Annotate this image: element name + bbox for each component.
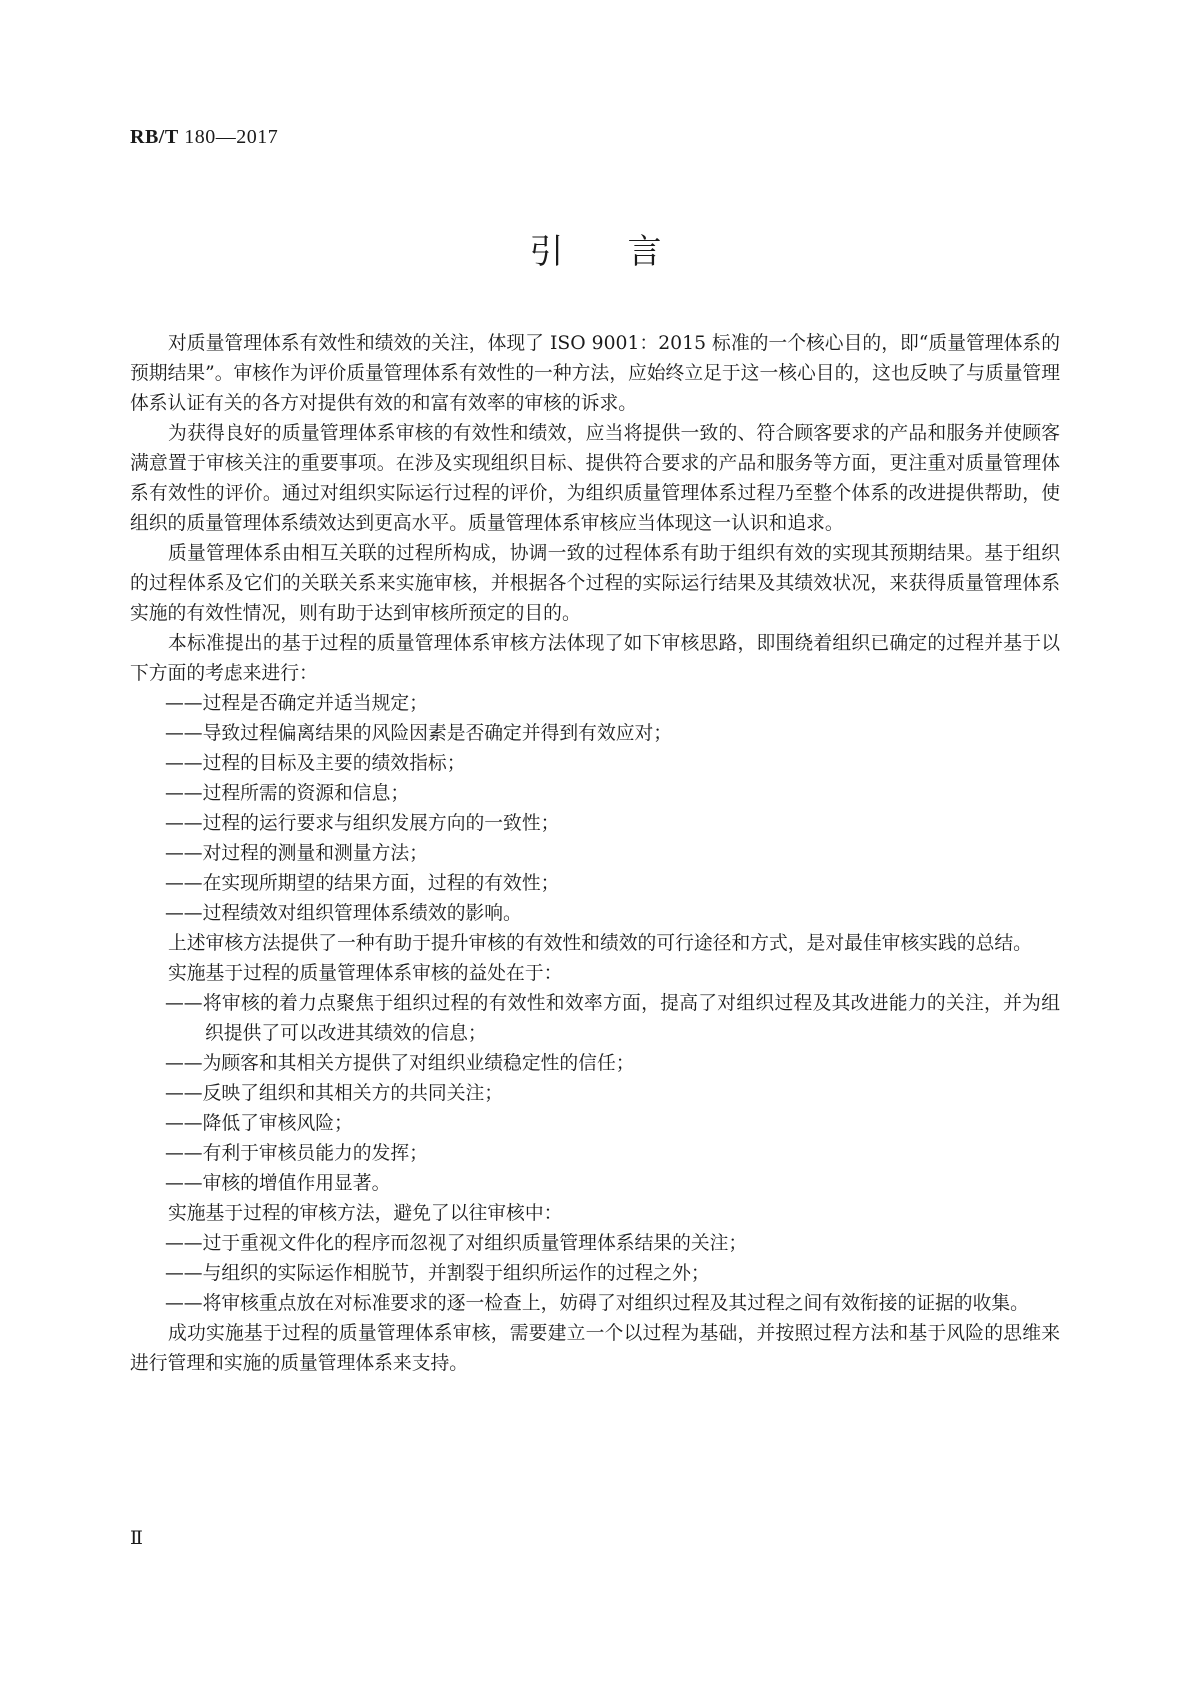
list-item: ——将审核重点放在对标准要求的逐一检查上，妨碍了对组织过程及其过程之间有效衔接的证据的收集。	[165, 1293, 1029, 1314]
list-item: ——过于重视文件化的程序而忽视了对组织质量管理体系结果的关注；	[165, 1233, 748, 1254]
paragraph-4: 本标准提出的基于过程的质量管理体系审核方法体现了如下审核思路，即围绕着组织已确定的过程并基于以下方面的考虑来进行：	[130, 633, 1060, 684]
list-item: ——有利于审核员能力的发挥；	[165, 1143, 428, 1164]
list-item: ——对过程的测量和测量方法；	[165, 843, 428, 864]
paragraph-5: 上述审核方法提供了一种有助于提升审核的有效性和绩效的可行途径和方式，是对最佳审核实践的总结。	[168, 933, 1032, 954]
page-title: 引言	[529, 232, 726, 272]
paragraph-1: 对质量管理体系有效性和绩效的关注，体现了 ISO 9001：2015 标准的一个核心目的，即“质量管理体系的预期结果”。审核作为评价质量管理体系有效性的一种方法，应始终立足于这一核心目的，这也反映了与质量管理体系认证有关的各方对提供有效的和富有效率的审核的诉求。	[130, 333, 1060, 414]
page-number: Ⅱ	[130, 1528, 143, 1549]
list-item: ——降低了审核风险；	[165, 1113, 353, 1134]
paragraph-6: 实施基于过程的质量管理体系审核的益处在于：	[168, 963, 563, 984]
list-item: ——审核的增值作用显著。	[165, 1173, 391, 1194]
paragraph-8: 成功实施基于过程的质量管理体系审核，需要建立一个以过程为基础，并按照过程方法和基于风险的思维来进行管理和实施的质量管理体系来支持。	[130, 1323, 1060, 1374]
list-item: ——过程是否确定并适当规定；	[165, 693, 428, 714]
list-item: ——过程的运行要求与组织发展方向的一致性；	[165, 813, 560, 834]
standard-number	[130, 126, 278, 149]
standard-code: 180—2017	[184, 126, 279, 148]
paragraph-3: 质量管理体系由相互关联的过程所构成，协调一致的过程体系有助于组织有效的实现其预期结果。基于组织的过程体系及它们的关联关系来实施审核，并根据各个过程的实际运行结果及其绩效状况，来获得质量管理体系实施的有效性情况，则有助于达到审核所预定的目的。	[130, 543, 1060, 624]
list-item: ——过程所需的资源和信息；	[165, 783, 410, 804]
list-item: ——过程的目标及主要的绩效指标；	[165, 753, 466, 774]
list-item: ——将审核的着力点聚焦于组织过程的有效性和效率方面，提高了对组织过程及其改进能力的关注，并为组织提供了可以改进其绩效的信息；	[165, 993, 1060, 1044]
list-item: ——过程绩效对组织管理体系绩效的影响。	[165, 903, 522, 924]
list-item: ——与组织的实际运作相脱节，并割裂于组织所运作的过程之外；	[165, 1263, 710, 1284]
list-item: ——在实现所期望的结果方面，过程的有效性；	[165, 873, 560, 894]
list-item: ——反映了组织和其相关方的共同关注；	[165, 1083, 504, 1104]
paragraph-7: 实施基于过程的审核方法，避免了以往审核中：	[168, 1203, 563, 1224]
list-item: ——导致过程偏离结果的风险因素是否确定并得到有效应对；	[165, 723, 673, 744]
standard-prefix: RB/T	[130, 126, 179, 148]
paragraph-2: 为获得良好的质量管理体系审核的有效性和绩效，应当将提供一致的、符合顾客要求的产品和服务并使顾客满意置于审核关注的重要事项。在涉及实现组织目标、提供符合要求的产品和服务等方面，更注重对质量管理体系有效性的评价。通过对组织实际运行过程的评价，为组织质量管理体系过程乃至整个体系的改进提供帮助，使组织的质量管理体系绩效达到更高水平。质量管理体系审核应当体现这一认识和追求。	[130, 423, 1060, 534]
document-body	[130, 329, 1060, 1379]
list-item: ——为顾客和其相关方提供了对组织业绩稳定性的信任；	[165, 1053, 635, 1074]
